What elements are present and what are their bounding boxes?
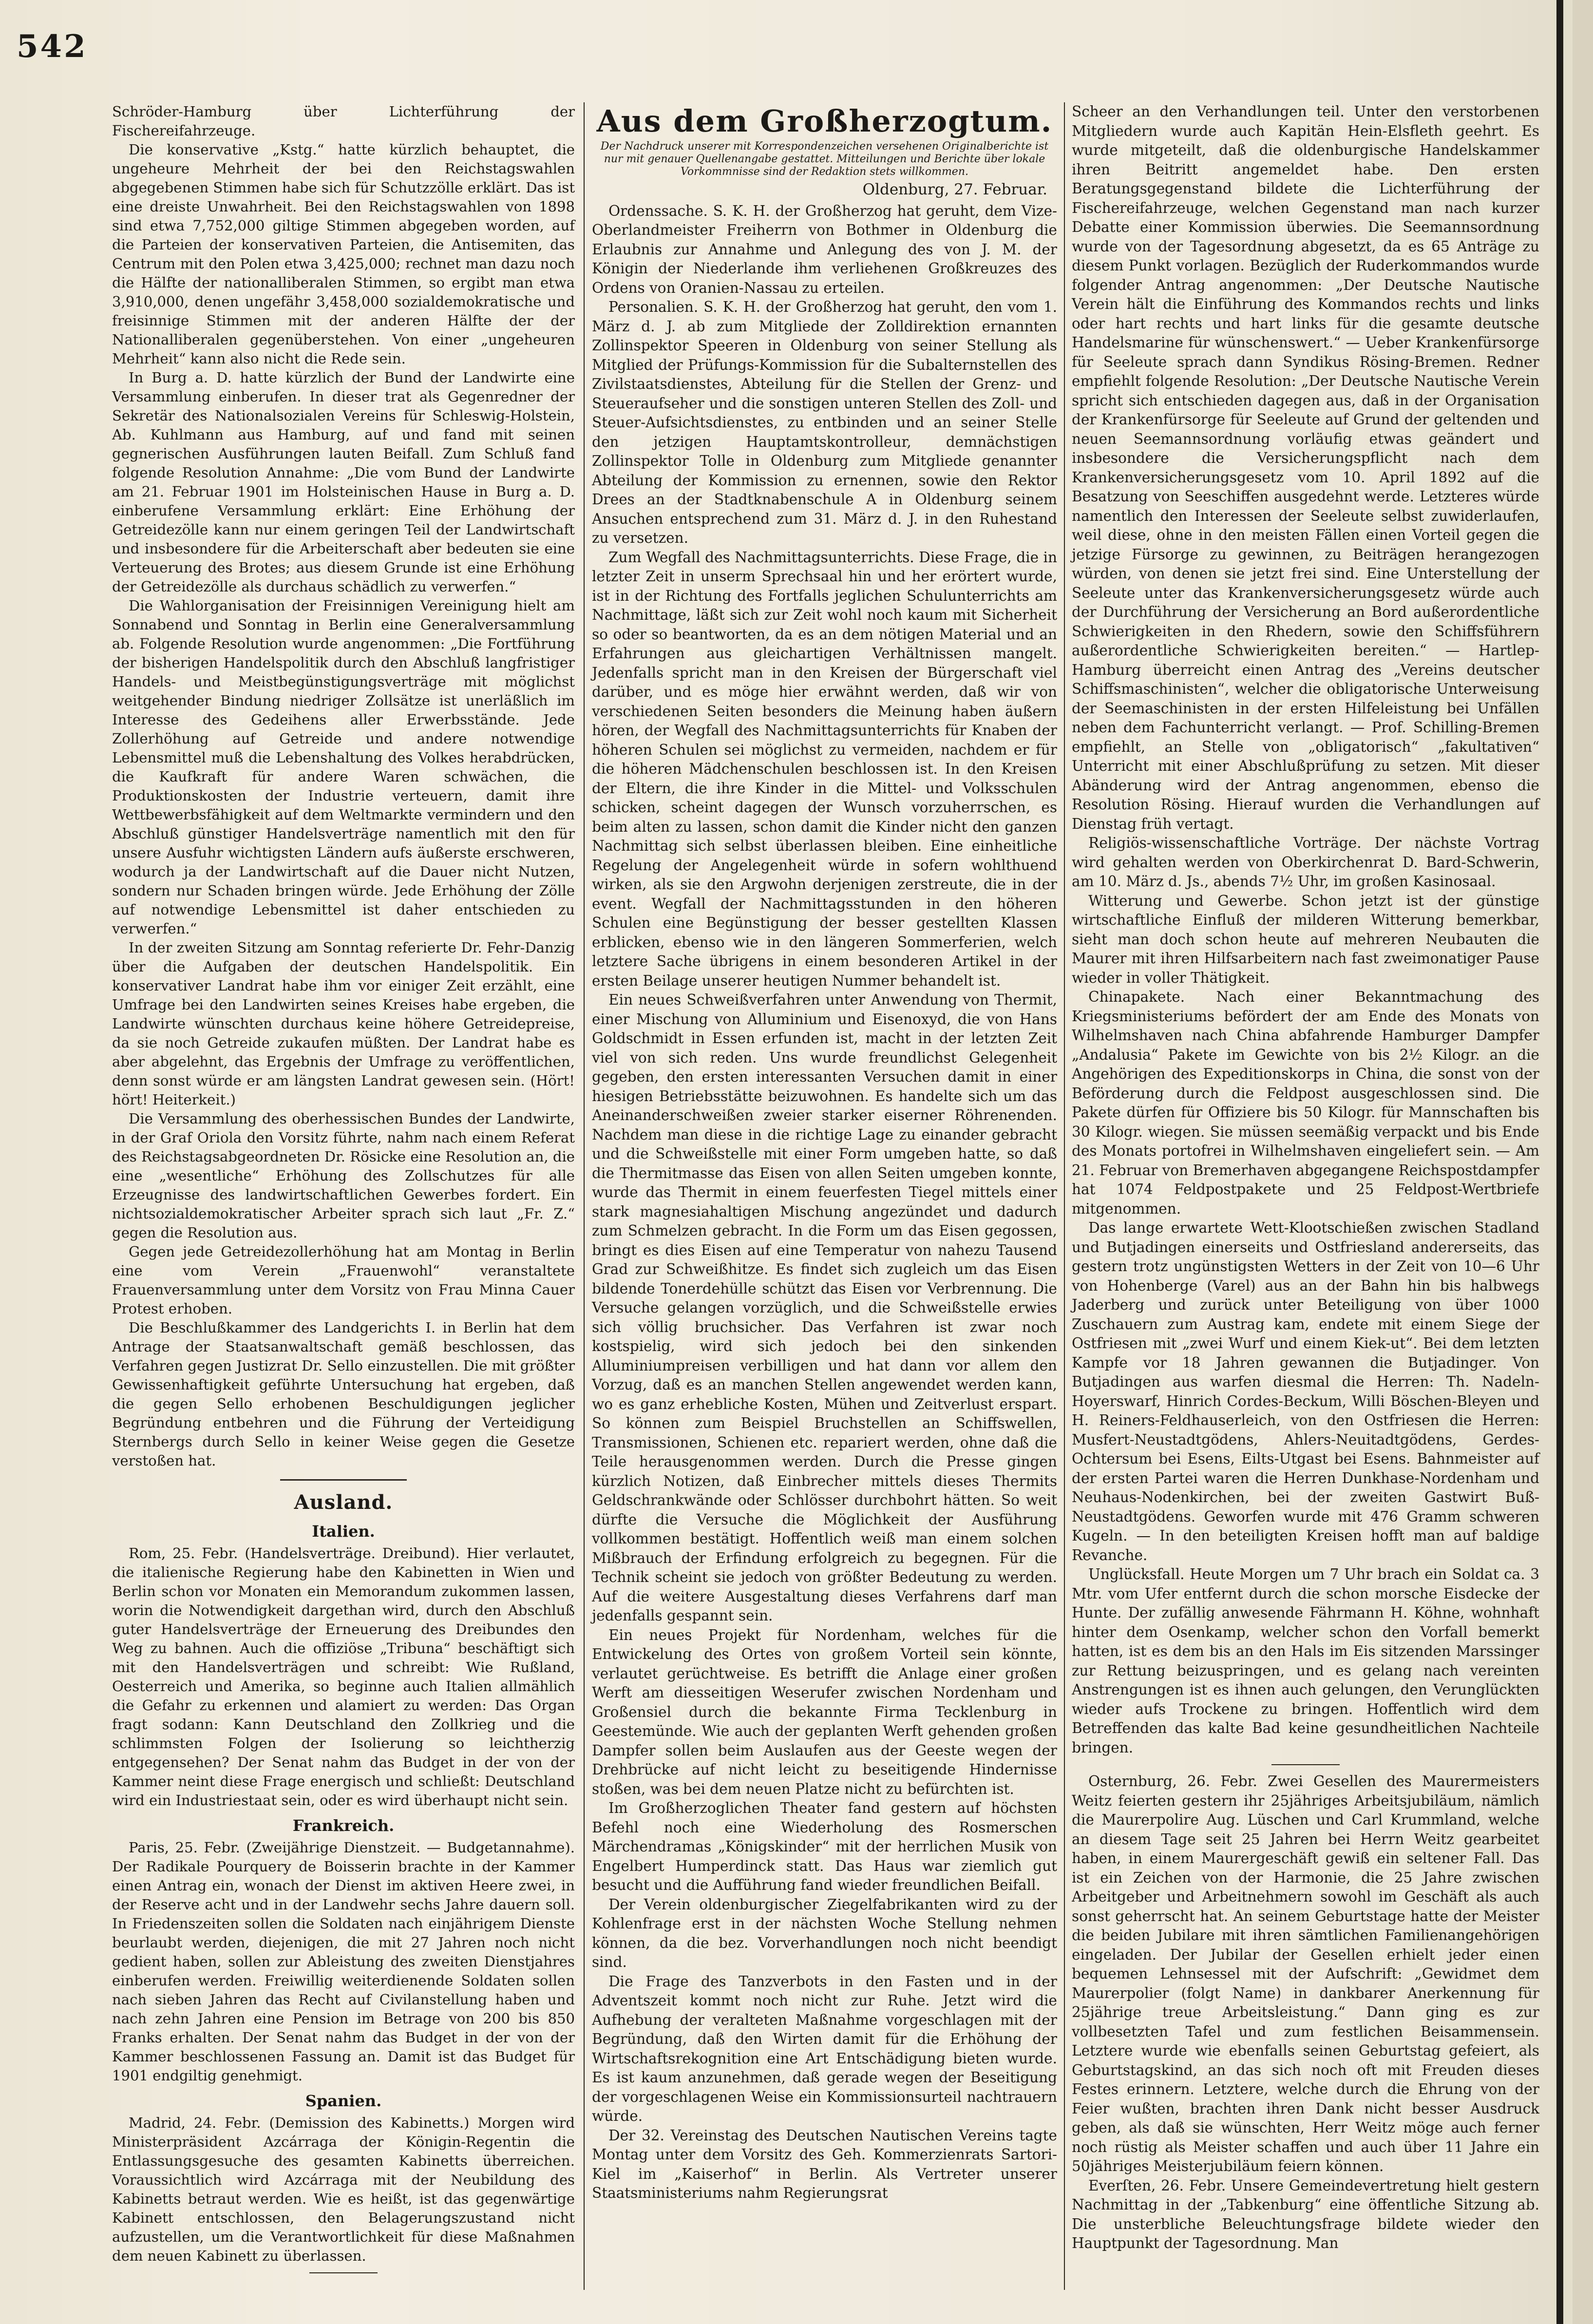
article-divider xyxy=(1271,1764,1340,1765)
country-heading-frankreich: Frankreich. xyxy=(292,1816,395,1835)
page-edge-margin xyxy=(1573,0,1593,2324)
article-ziegelfabrikanten: Der Verein oldenburgischer Ziegelfabrikanten wird zu der Kohlenfrage erst in der nächsten Woche Stellung nehmen können, da die bez. Vorverhandlungen noch nicht beendigt sind. xyxy=(592,1896,1057,1970)
article-ordenssache: Ordenssache. S. K. H. der Großherzog hat geruht, dem Vize-Oberlandmeister Freiherrn von Bothmer in Oldenburg die Erlaubnis zur Annahme und Anlegung des von J. M. der Königin der Niederlande ihm verliehenen Großkreuzes des Ordens von Oranien-Nassau zu erteilen. xyxy=(592,202,1057,296)
article-burg-landwirte: In Burg a. D. hatte kürzlich der Bund der Landwirte eine Versammlung einberufen. In dieser trat als Gegenredner der Sekretär des Nationalsozialen Vereins für Schleswig-Holstein, Ab. Kuhlmann aus Hamburg, auf und fand mit seinen gegnerischen Ausführungen lauten Beifall. Zum Schluß fand folgende Resolution Annahme: „Die vom Bund der Landwirte am 21. Februar 1901 im Holsteinischen Hause in Burg a. D. einberufene Versammlung erklärt: Eine Erhöhung der Getreidezölle kann nur einem geringen Teil der Landwirtschaft und insbesondere für die Arbeiterschaft aber bedeuten sie eine Verteuerung des Brotes; aus diesem Grunde ist eine Erhöhung der Getreidezölle als durchaus schädlich zu verwerfen.“ xyxy=(112,369,575,595)
article-osternburg: Osternburg, 26. Febr. Zwei Gesellen des Maurermeisters Weitz feierten gestern ihr 25jähriges Arbeitsjubiläum, nämlich die Maurerpolire Aug. Lüschen und Carl Krummland, welche an diesem Tage seit 25 Jahren bei Herrn Weitz gearbeitet haben, in einem Maurergeschäft gewiß ein seltener Fall. Das ist ein Zeichen von der Harmonie, die 25 Jahre zwischen Arbeitgeber und Arbeitnehmern sowohl im Geschäft als auch sonst geherrscht hat. An seinem Geburtstage hatte der Meister die beiden Jubilare mit ihren sämtlichen Familienangehörigen eingeladen. Der Jubilar der Gesellen erhielt jeder einen bequemen Lehnsessel mit der Aufschrift: „Gewidmet dem Maurerpolier (folgt Name) in dankbarer Anerkennung für 25jährige treue Arbeitsleistung.“ Dann ging es zur vollbesetzten Tafel und zum festlichen Beisammensein. Letztere wurde wie ebenfalls seinen Geburtstag gefeiert, als Geburtstagskind, an das sich noch oft mit Freuden dieses Festes erinnern. Letztere, welche durch die Ehrung von der Feier wußten, brachten ihren Dank nicht besser Ausdruck geben, als daß sie wünschten, Herr Weitz möge auch ferner noch rüstig als Meister schaffen und auch über 11 Jahre ein 50jähriges Meisterjubiläum feiern können. xyxy=(1072,1773,1539,2174)
page-number: 542 xyxy=(17,28,88,65)
page-edge-shadow xyxy=(1556,0,1563,2324)
article-schweissverfahren: Ein neues Schweißverfahren unter Anwendung von Thermit, einer Mischung von Alluminium und Eisenoxyd, die von Hans Goldschmidt in Essen erfunden ist, macht in der letzten Zeit viel von sich reden. Uns wurde freundlichst Gelegenheit gegeben, den ersten interessanten Versuchen damit in einer hiesigen Betriebsstätte beizuwohnen. Es handelte sich um das Aneinanderschweißen zweier starker eiserner Röhrenenden. Nachdem man diese in die richtige Lage zu einander gebracht und die Schweißstelle mit einer Form umgeben hatte, so daß die Thermitmasse das Eisen von allen Seiten umgeben konnte, wurde das Thermit in einem feuerfesten Tiegel mittels einer stark magnesiahaltigen Mischung angezündet und dadurch zum Schmelzen gebracht. In die Form um das Eisen gegossen, bringt es dies Eisen auf eine Temperatur von nahezu Tausend Grad zur Schweißhitze. Es findet sich zugleich um das Eisen bildende Tonerdehülle schützt das Eisen vor Verbrennung. Die Versuche gelangen vorzüglich, und die Schweißstelle erwies sich völlig bruchsicher. Das Verfahren ist zwar noch kostspielig, wird sich jedoch bei den sinkenden Alluminiumpreisen verbilligen und hat dann vor allem den Vorzug, daß es an manchen Stellen angewendet werden kann, wo es ganz erhebliche Kosten, Mühen und Zeitverlust erspart. So können zum Beispiel Bruchstellen an Schiffswellen, Transmissionen, Schienen etc. repariert werden, ohne daß die Teile herausgenommen werden. Durch die Presse gingen kürzlich Notizen, daß Einbrecher mittels dieses Thermits Geldschrankwände oder Schlösser durchbohrt hätten. So weit dürfte die Versuche die Möglichkeit der Ausführung vollkommen bestätigt. Hoffentlich weiß man einem solchen Mißbrauch der Erfindung erfolgreich zu begegnen. Für die Technik scheint sie jedoch von größter Bedeutung zu werden. Auf die weitere Ausgestaltung dieses Verfahrens darf man jedenfalls gespannt sein. xyxy=(592,991,1057,1624)
article-freisinnige-vereinigung: Die Wahlorganisation der Freisinnigen Vereinigung hielt am Sonnabend und Sonntag in Berlin eine Generalversammlung ab. Folgende Resolution wurde angenommen: „Die Fortführung der bisherigen Handelspolitik durch den Abschluß langfristiger Handels- und Meistbegünstigungsverträge mit möglichst weitgehender Bindung niedriger Zollsätze ist unerläßlich im Interesse des Gedeihens aller Erwerbsstände. Jede Zollerhöhung auf Getreide und andere notwendige Lebensmittel muß die Lebenshaltung des Volkes herabdrücken, die Kaufkraft für andere Waren schwächen, die Produktionskosten der Industrie verteuern, damit ihre Wettbewerbsfähigkeit auf dem Weltmarkte vermindern und den Abschluß günstiger Handelsverträge namentlich mit den für unsere Ausfuhr wichtigsten Ländern aufs äußerste erschweren, wodurch ja der Landwirtschaft auf die Dauer nicht Nutzen, sondern nur Schaden bringen würde. Jede Erhöhung der Zölle auf notwendige Lebensmittel ist daher entschieden zu verwerfen.“ xyxy=(112,597,575,937)
article-fischerei: Schröder-Hamburg über Lichterführung der Fischereifahrzeuge. xyxy=(112,103,575,139)
article-personalien: Personalien. S. K. H. der Großherzog hat geruht, den vom 1. März d. J. ab zum Mitgliede der Zolldirektion ernannten Zollinspektor Speeren in Oldenburg von seiner Stellung als Mitglied der Prüfungs-Kommission für die Subalternstellen des Zivilstaatsdienstes, Abteilung für die Stellen der Grenz- und Steueraufseher und die sonstigen unteren Stellen des Zoll- und Steuer-Aufsichtsdienstes, zu entbinden und an seiner Stelle den jetzigen Hauptamtskontrolleur, demnächstigen Zollinspektor Tolle in Oldenburg zum Mitgliede genannter Abteilung der Kommission zu ernennen, sowie den Rektor Drees an der Stadtknabenschule A in Oldenburg seinem Ansuchen entsprechend zum 31. März d. J. in den Ruhestand zu versetzen. xyxy=(592,299,1057,546)
column-3 xyxy=(1072,102,1539,2285)
article-nordenham: Ein neues Projekt für Nordenham, welches für die Entwickelung des Ortes von großem Vorteil sein könnte, verlautet gerüchtweise. Es betrifft die Anlage einer großen Werft am diesseitigen Weserufer zwischen Nordenham und Großensiel durch die bekannte Firma Tecklenburg in Geestemünde. Wie auch der geplanten Werft gehenden großen Dampfer sollen beim Auslaufen aus der Geeste wegen der Drehbrücke auf nicht leicht zu beseitigende Hindernisse stoßen, was bei dem neuen Platze nicht zu befürchten ist. xyxy=(592,1626,1057,1797)
reprint-notice: Der Nachdruck unserer mit Korrespondenzeichen versehenen Originalberichte ist nur mit genauer Quellenangabe gestattet. Mitteilungen und Berichte über lokale Vorkommnisse sind der Redaktion stets willkommen. xyxy=(600,140,1049,178)
column-rule xyxy=(1064,102,1065,2290)
article-theater: Im Großherzoglichen Theater fand gestern auf höchsten Befehl noch eine Wiederholung des Rosmerschen Märchendramas „Königskinder“ mit der herrlichen Musik von Engelbert Humperdinck statt. Das Haus war ziemlich gut besucht und die Aufführung fand wieder freundlichen Beifall. xyxy=(592,1800,1057,1893)
article-rom: Rom, 25. Febr. (Handelsverträge. Dreibund). Hier verlautet, die italienische Regierung habe den Kabinetten in Wien und Berlin schon vor Monaten ein Memorandum zukommen lassen, worin die Notwendigkeit dargethan wird, durch den Abschluß guter Handelsverträge der Erneuerung des Dreibundes den Weg zu bahnen. Auch die offiziöse „Tribuna“ beschäftigt sich mit den Handelsverträgen und schreibt: Wie Rußland, Oesterreich und Amerika, so beginne auch Italien allmählich die Gefahr zu erkennen und alamiert zu werden: Das Organ fragt sodann: Kann Deutschland den Zollkrieg und die schlimmsten Folgen der Isolierung so leichtherzig entgegensehen? Der Senat nahm das Budget in der von der Kammer neint diese Frage energisch und schließt: Deutschland wird ein Industriestaat sein, oder es wird überhaupt nicht sein. xyxy=(112,1545,575,1809)
article-kstg: Die konservative „Kstg.“ hatte kürzlich behauptet, die ungeheure Mehrheit der bei den Reichstagswahlen abgegebenen Stimmen habe sich für Schutzzölle erklärt. Das ist eine dreiste Unwahrheit. Bei den Reichstagswahlen von 1898 sind etwa 7,752,000 giltige Stimmen abgegeben worden, auf die Parteien der konservativen Parteien, die Antisemiten, das Centrum mit den Polen etwa 3,425,000; rechnet man dazu noch die Hälfte der nationalliberalen Stimmen, so ergibt man etwa 3,910,000, denen ungefähr 3,458,000 sozialdemokratische und freisinnige Stimmen mit der anderen Hälfte der der Nationalliberalen gegenüberstehen. Von einer „ungeheuren Mehrheit“ kann also nicht die Rede sein. xyxy=(112,141,575,367)
article-nautischer-verein-cont: Scheer an den Verhandlungen teil. Unter den verstorbenen Mitgliedern wurde auch Kapitän Hein-Elsfleth geehrt. Es wurde mitgeteilt, daß die oldenburgische Handelskammer ihren Beitritt angemeldet habe. Den ersten Beratungsgegenstand bildete die Lichterführung der Fischereifahrzeuge, welchen Gegenstand man nach kurzer Debatte einer Kommission überwies. Die Seemannsordnung wurde von der Tagesordnung abgesetzt, da es 65 Anträge zu diesem Punkt vorlagen. Bezüglich der Ruderkommandos wurde folgender Antrag angenommen: „Der Deutsche Nautische Verein hält die Einführung des Kommandos rechts und links oder hart rechts und hart links für die gesamte deutsche Handelsmarine für wünschenswert.“ — Ueber Krankenfürsorge für Seeleute sprach dann Syndikus Rösing-Bremen. Redner empfiehlt folgende Resolution: „Der Deutsche Nautische Verein spricht sich entschieden dagegen aus, daß in der Organisation der Krankenfürsorge für Seeleute auf Grund der geltenden und neuen Seemannsordnung vorläufig etwas geändert und insbesondere die Versicherungspflicht nach dem Krankenversicherungsgesetz vom 10. April 1892 auf die Besatzung von Seeschiffen ausgedehnt werde. Letzteres würde namentlich den Interessen der Seeleute selbst zuwiderlaufen, weil diese, ohne in den meisten Fällen einen Vorteil gegen die jetzige Fürsorge zu gewinnen, zu Beiträgen herangezogen würden, von denen sie jetzt frei sind. Eine Unterstellung der Seeleute unter das Krankenversicherungsgesetz würde auch der Durchführung der Versicherung an Bord außerordentliche Schwierigkeiten in den Rhedern, sowie den Schiffsführern außerordentliche Schwierigkeiten bereiten.“ — Hartlep-Hamburg überreicht einen Antrag des „Vereins deutscher Schiffsmaschinisten“, welcher die obligatorische Unterweisung der Seemaschinisten in der ersten Hilfeleistung bei Unfällen neben dem Fachunterricht verlangt. — Prof. Schilling-Bremen empfiehlt, an Stelle von „obligatorisch“ „fakultativen“ Unterricht mit einer Abschlußprüfung zu setzen. Mit dieser Abänderung wird der Antrag angenommen, ebenso die Resolution Rösing. Hierauf wurden die Verhandlungen auf Dienstag früh vertagt. xyxy=(1072,103,1539,832)
article-nachmittagsunterricht: Zum Wegfall des Nachmittagsunterrichts. Diese Frage, die in letzter Zeit in unserm Sprechsaal hin und her erörtert wurde, ist in der Richtung des Fortfalls jeglichen Schulunterrichts am Nachmittage, läßt sich zur Zeit wohl noch kaum mit Sicherheit so oder so beantworten, da es an dem nötigen Material und an Erfahrungen aus gleichartigen Verhältnissen mangelt. Jedenfalls spricht man in den Kreisen der Bürgerschaft viel darüber, und es möge hier erwähnt werden, daß wir von verschiedenen Seiten besonders die Meinung haben äußern hören, der Wegfall des Nachmittagsunterrichts für Knaben der höheren Schulen sei möglichst zu vermeiden, nachdem er für die höheren Mädchenschulen beschlossen ist. In den Kreisen der Eltern, die ihre Kinder in die Mittel- und Volksschulen schicken, scheint dagegen der Wunsch vorzuherrschen, es beim alten zu lassen, schon damit die Kinder nicht den ganzen Nachmittag sich selbst überlassen bleiben. Eine einheitliche Regelung der Angelegenheit würde in sofern wohlthuend wirken, als sie den Argwohn derjenigen zerstreute, die in der event. Wegfall der Nachmittagsstunden in den höheren Schulen eine Begünstigung der besser gestellten Klassen erblicken, ebenso wie in den längeren Sommerferien, welch letztere Sache übrigens in einem besonderen Artikel in der ersten Beilage unserer heutigen Nummer behandelt ist. xyxy=(592,549,1057,989)
article-nautischer-verein: Der 32. Vereinstag des Deutschen Nautischen Vereins tagte Montag unter dem Vorsitz des Geh. Kommerzienrats Sartori-Kiel im „Kaiserhof“ in Berlin. Als Vertreter unserer Staatsministeriums nahm Regierungsrat xyxy=(592,2127,1057,2201)
section-divider xyxy=(280,1479,407,1481)
article-paris: Paris, 25. Febr. (Zweijährige Dienstzeit. — Budgetannahme). Der Radikale Pourquery de Boisserin brachte in der Kammer einen Antrag ein, wonach der Dienst im aktiven Heere zwei, in der Reserve acht und in der Landwehr sechs Jahre dauern soll. In Friedenszeiten sollen die Soldaten nach einjährigem Dienste beurlaubt werden, diejenigen, die mit 27 Jahren noch nicht gedient haben, sollen zur Ableistung des zweiten Dienstjahres einberufen werden. Freiwillig weiterdienende Soldaten sollen nach sieben Jahren das Recht auf Civilanstellung haben und nach zehn Jahren eine Pension im Betrage von 200 bis 850 Franks erhalten. Der Senat nahm das Budget in der von der Kammer beschlossenen Fassung an. Damit ist das Budget für 1901 endgiltig genehmigt. xyxy=(112,1839,575,2084)
article-sello: Die Beschlußkammer des Landgerichts I. in Berlin hat dem Antrage der Staatsanwaltschaft gemäß beschlossen, das Verfahren gegen Justizrat Dr. Sello einzustellen. Die mit größter Gewissenhaftigkeit geführte Untersuchung hat ergeben, daß die gegen Sello erhobenen Beschuldigungen jeglicher Begründung entbehren und die Führung der Verteidigung Sternbergs durch Sello in keiner Weise gegen die Gesetze verstoßen hat. xyxy=(112,1319,575,1469)
article-eversten: Everſten, 26. Febr. Unsere Gemeindevertretung hielt gestern Nachmittag in der „Tabkenburg“ eine öffentliche Sitzung ab. Die unsterbliche Beleuchtungsfrage bildete wieder den Hauptpunkt der Tagesordnung. Man xyxy=(1072,2177,1539,2251)
article-oberhessischer-bund: Die Versammlung des oberhessischen Bundes der Landwirte, in der Graf Oriola den Vorsitz führte, nahm nach einem Referat des Reichstagsabgeordneten Dr. Rösicke eine Resolution an, die eine „wesentliche“ Erhöhung des Zollschutzes für alle Erzeugnisse des landwirtschaftlichen Gewerbes fordert. Ein nichtsozialdemokratischer Arbeiter sprach sich laut „Fr. Z.“ gegen die Resolution aus. xyxy=(112,1110,575,1241)
article-frauenwohl: Gegen jede Getreidezollerhöhung hat am Montag in Berlin eine vom Verein „Frauenwohl“ veranstaltete Frauenversammlung unter dem Vorsitz von Frau Minna Cauer Protest erhoben. xyxy=(112,1243,575,1317)
column-1 xyxy=(112,102,575,2285)
dateline: Oldenburg, 27. Februar. xyxy=(862,181,1047,198)
country-heading-italien: Italien. xyxy=(312,1522,375,1541)
article-madrid: Madrid, 24. Febr. (Demission des Kabinetts.) Morgen wird Ministerpräsident Azcárraga der Königin-Regentin die Entlassungsgesuche des gesamten Kabinetts überreichen. Voraussichtlich wird Azcárraga mit der Neubildung des Kabinetts betraut werden. Wie es heißt, ist das gegenwärtige Kabinett entschlossen, den Belagerungszustand nicht aufzustellen, um die Verantwortlichkeit für diese Maßnahmen dem neuen Kabinett zu überlassen. xyxy=(112,2114,575,2264)
article-klootschiessen: Das lange erwartete Wett-Klootschießen zwischen Stadland und Butjadingen einerseits und Ostfriesland andererseits, das gestern trotz ungünstigsten Wetters in der Zeit von 10—6 Uhr von Hohenberge (Varel) aus an der Bahn hin bis halbwegs Jaderberg und zurück unter Beteiligung von über 1000 Zuschauern zum Austrag kam, endete mit einem Siege der Ostfriesen mit „zwei Wurf und einem Kiek-ut“. Bei dem letzten Kampfe vor 18 Jahren gewannen die Butjadinger. Von Butjadingen aus warfen diesmal die Herren: Th. Nadeln-Hoyerswarf, Hinrich Cordes-Beckum, Willi Böschen-Bleyen und H. Reiners-Feldhauserleich, von den Ostfriesen die Herren: Musfert-Neustadtgödens, Ahlers-Neuitadtgödens, Gerdes-Ochtersum bei Esens, Eilts-Utgast bei Esens. Bahnmeister auf der ersten Partei waren die Herren Dunkhase-Nordenham und Neuhaus-Nodenkirchen, bei der zweiten Gastwirt Buß-Neustadtgödens. Geworfen wurde mit 476 Gramm schweren Kugeln. — In den beteiligten Kreisen hofft man auf baldige Revanche. xyxy=(1072,1219,1539,1563)
article-chinapakete: Chinapakete. Nach einer Bekanntmachung des Kriegsministeriums befördert der am Ende des Monats von Wilhelmshaven nach China abfahrende Hamburger Dampfer „Andalusia“ Pakete im Gewichte von bis 2½ Kilogr. an die Angehörigen des Expeditionskorps in China, die sonst von der Beförderung durch die Feldpost ausgeschlossen sind. Die Pakete dürfen für Offiziere bis 50 Kilogr. für Mannschaften bis 30 Kilogr. wiegen. Sie müssen seemäßig verpackt und bis Ende des Monats portofrei in Wilhelmshaven eingeliefert sein. — Am 21. Februar von Bremerhaven abgegangene Reichspostdampfer hat 1074 Feldpostpakete und 25 Feldpost-Wertbriefe mitgenommen. xyxy=(1072,989,1539,1217)
section-headline: Aus dem Großherzogtum. xyxy=(596,103,1053,139)
article-witterung: Witterung und Gewerbe. Schon jetzt ist der günstige wirtschaftliche Einfluß der milderen Witterung bemerkbar, sieht man doch schon heute auf mehreren Neubauten die Maurer mit ihren Hilfsarbeitern nach fast zweimonatiger Pause wieder in voller Thätigkeit. xyxy=(1072,892,1539,986)
article-vortraege: Religiös-wissenschaftliche Vorträge. Der nächste Vortrag wird gehalten werden von Oberkirchenrat D. Bard-Schwerin, am 10. März d. Js., abends 7½ Uhr, im großen Kasinosaal. xyxy=(1072,835,1539,890)
article-zweite-sitzung: In der zweiten Sitzung am Sonntag referierte Dr. Fehr-Danzig über die Aufgaben der deutschen Handelspolitik. Ein konservativer Landrat habe ihm vor einiger Zeit erzählt, eine Umfrage bei den Landwirten seines Kreises habe ergeben, die Landwirte wünschten durchaus keine höhere Getreidepreise, da sie noch Getreide zukaufen müßten. Der Landrat habe es aber abgelehnt, das Ergebnis der Umfrage zu veröffentlichen, denn sonst würde er am längsten Landrat gewesen sein. (Hört! hört! Heiterkeit.) xyxy=(112,939,575,1108)
article-tanzverbot: Die Frage des Tanzverbots in den Fasten und in der Adventszeit kommt noch nicht zur Ruhe. Jetzt wird die Aufhebung der veralteten Maßnahme vorgeschlagen mit der Begründung, daß den Wirten damit für die Erhöhung der Wirtschaftsrekognition eine Art Entschädigung bieten wurde. Es ist kaum anzunehmen, daß gerade wegen der Beseitigung der vorgeschlagenen Weise ein Kommissionsurteil nachtrauern würde. xyxy=(592,1973,1057,2124)
end-divider xyxy=(309,2272,378,2273)
country-heading-spanien: Spanien. xyxy=(305,2092,382,2110)
column-rule xyxy=(584,102,585,2290)
column-2 xyxy=(592,102,1057,2285)
article-ungluecksfall: Unglücksfall. Heute Morgen um 7 Uhr brach ein Soldat ca. 3 Mtr. vom Ufer entfernt durch die schon morsche Eisdecke der Hunte. Der zufällig anwesende Fährmann H. Köhne, wohnhaft hinter dem Osenkamp, welcher schon den Vorfall bemerkt hatten, ist es dem bis an den Hals im Eis sitzenden Marssinger zur Rettung beizuspringen, und es gelang nach vereinten Anstrengungen ist es ihnen auch gelungen, den Verunglückten wieder aufs Trockene zu bringen. Hoffentlich wird dem Betreffenden das kalte Bad keine gesundheitlichen Nachteile bringen. xyxy=(1072,1566,1539,1756)
section-heading-ausland: Ausland. xyxy=(294,1491,393,1514)
